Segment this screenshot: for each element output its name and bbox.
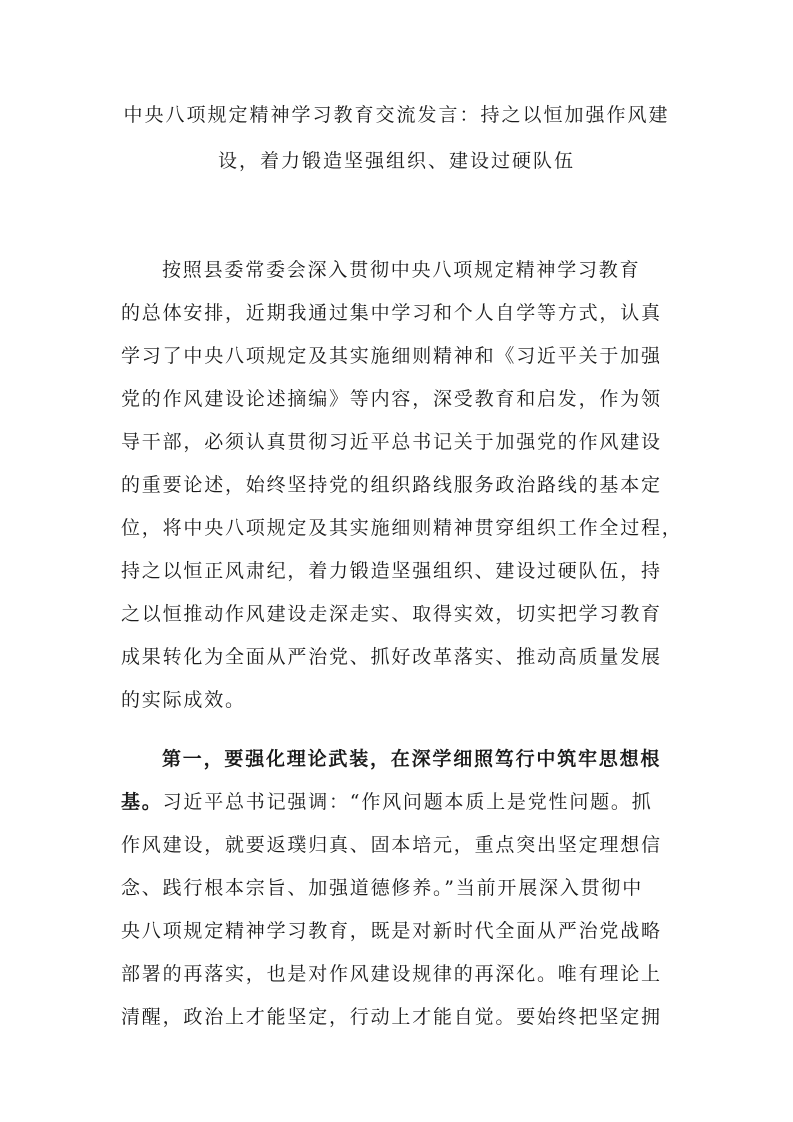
paragraph-1-line: 的重要论述，始终坚持党的组织路线服务政治路线的基本定 bbox=[121, 474, 662, 496]
paragraph-1-line: 之以恒推动作风建设走深走实、取得实效，切实把学习教育 bbox=[121, 603, 662, 625]
paragraph-2-line: 清醒，政治上才能坚定，行动上才能自觉。要始终把坚定拥 bbox=[121, 1006, 662, 1028]
document-title-line-2: 设，着力锻造坚强组织、建设过硬队伍 bbox=[217, 150, 575, 172]
paragraph-1-line: 按照县委常委会深入贯彻中央八项规定精神学习教育 bbox=[162, 259, 641, 281]
paragraph-1-line: 学习了中央八项规定及其实施细则精神和《习近平关于加强 bbox=[121, 345, 662, 367]
paragraph-2-line: 作风建设，就要返璞归真、固本培元，重点突出坚定理想信 bbox=[121, 834, 662, 856]
paragraph-1-line: 导干部，必须认真贯彻习近平总书记关于加强党的作风建设 bbox=[121, 431, 662, 453]
paragraph-2-line: 部署的再落实，也是对作风建设规律的再深化。唯有理论上 bbox=[121, 963, 662, 985]
paragraph-1-line: 持之以恒正风肃纪，着力锻造坚强组织、建设过硬队伍，持 bbox=[121, 560, 662, 582]
paragraph-2-line: 念、践行根本宗旨、加强道德修养。”当前开展深入贯彻中 bbox=[121, 877, 644, 899]
paragraph-1-line: 的实际成效。 bbox=[121, 689, 246, 711]
section-heading-line: 第一，要强化理论武装，在深学细照笃行中筑牢思想根 bbox=[162, 748, 662, 770]
paragraph-1-line: 位，将中央八项规定及其实施细则精神贯穿组织工作全过程， bbox=[121, 517, 683, 539]
paragraph-1-line: 党的作风建设论述摘编》等内容，深受教育和启发，作为领 bbox=[121, 388, 662, 410]
paragraph-1-line: 的总体安排，近期我通过集中学习和个人自学等方式，认真 bbox=[121, 302, 662, 324]
paragraph-2-text: 习近平总书记强调：“作风问题本质上是党性问题。抓 bbox=[162, 791, 653, 813]
paragraph-1-line: 成果转化为全面从严治党、抓好改革落实、推动高质量发展 bbox=[121, 646, 662, 668]
document-title-line-1: 中央八项规定精神学习教育交流发言：持之以恒加强作风建 bbox=[123, 104, 670, 126]
paragraph-2-line bbox=[121, 790, 681, 814]
section-heading-end: 基。 bbox=[121, 791, 163, 813]
paragraph-2-line: 央八项规定精神学习教育，既是对新时代全面从严治党战略 bbox=[121, 920, 662, 942]
